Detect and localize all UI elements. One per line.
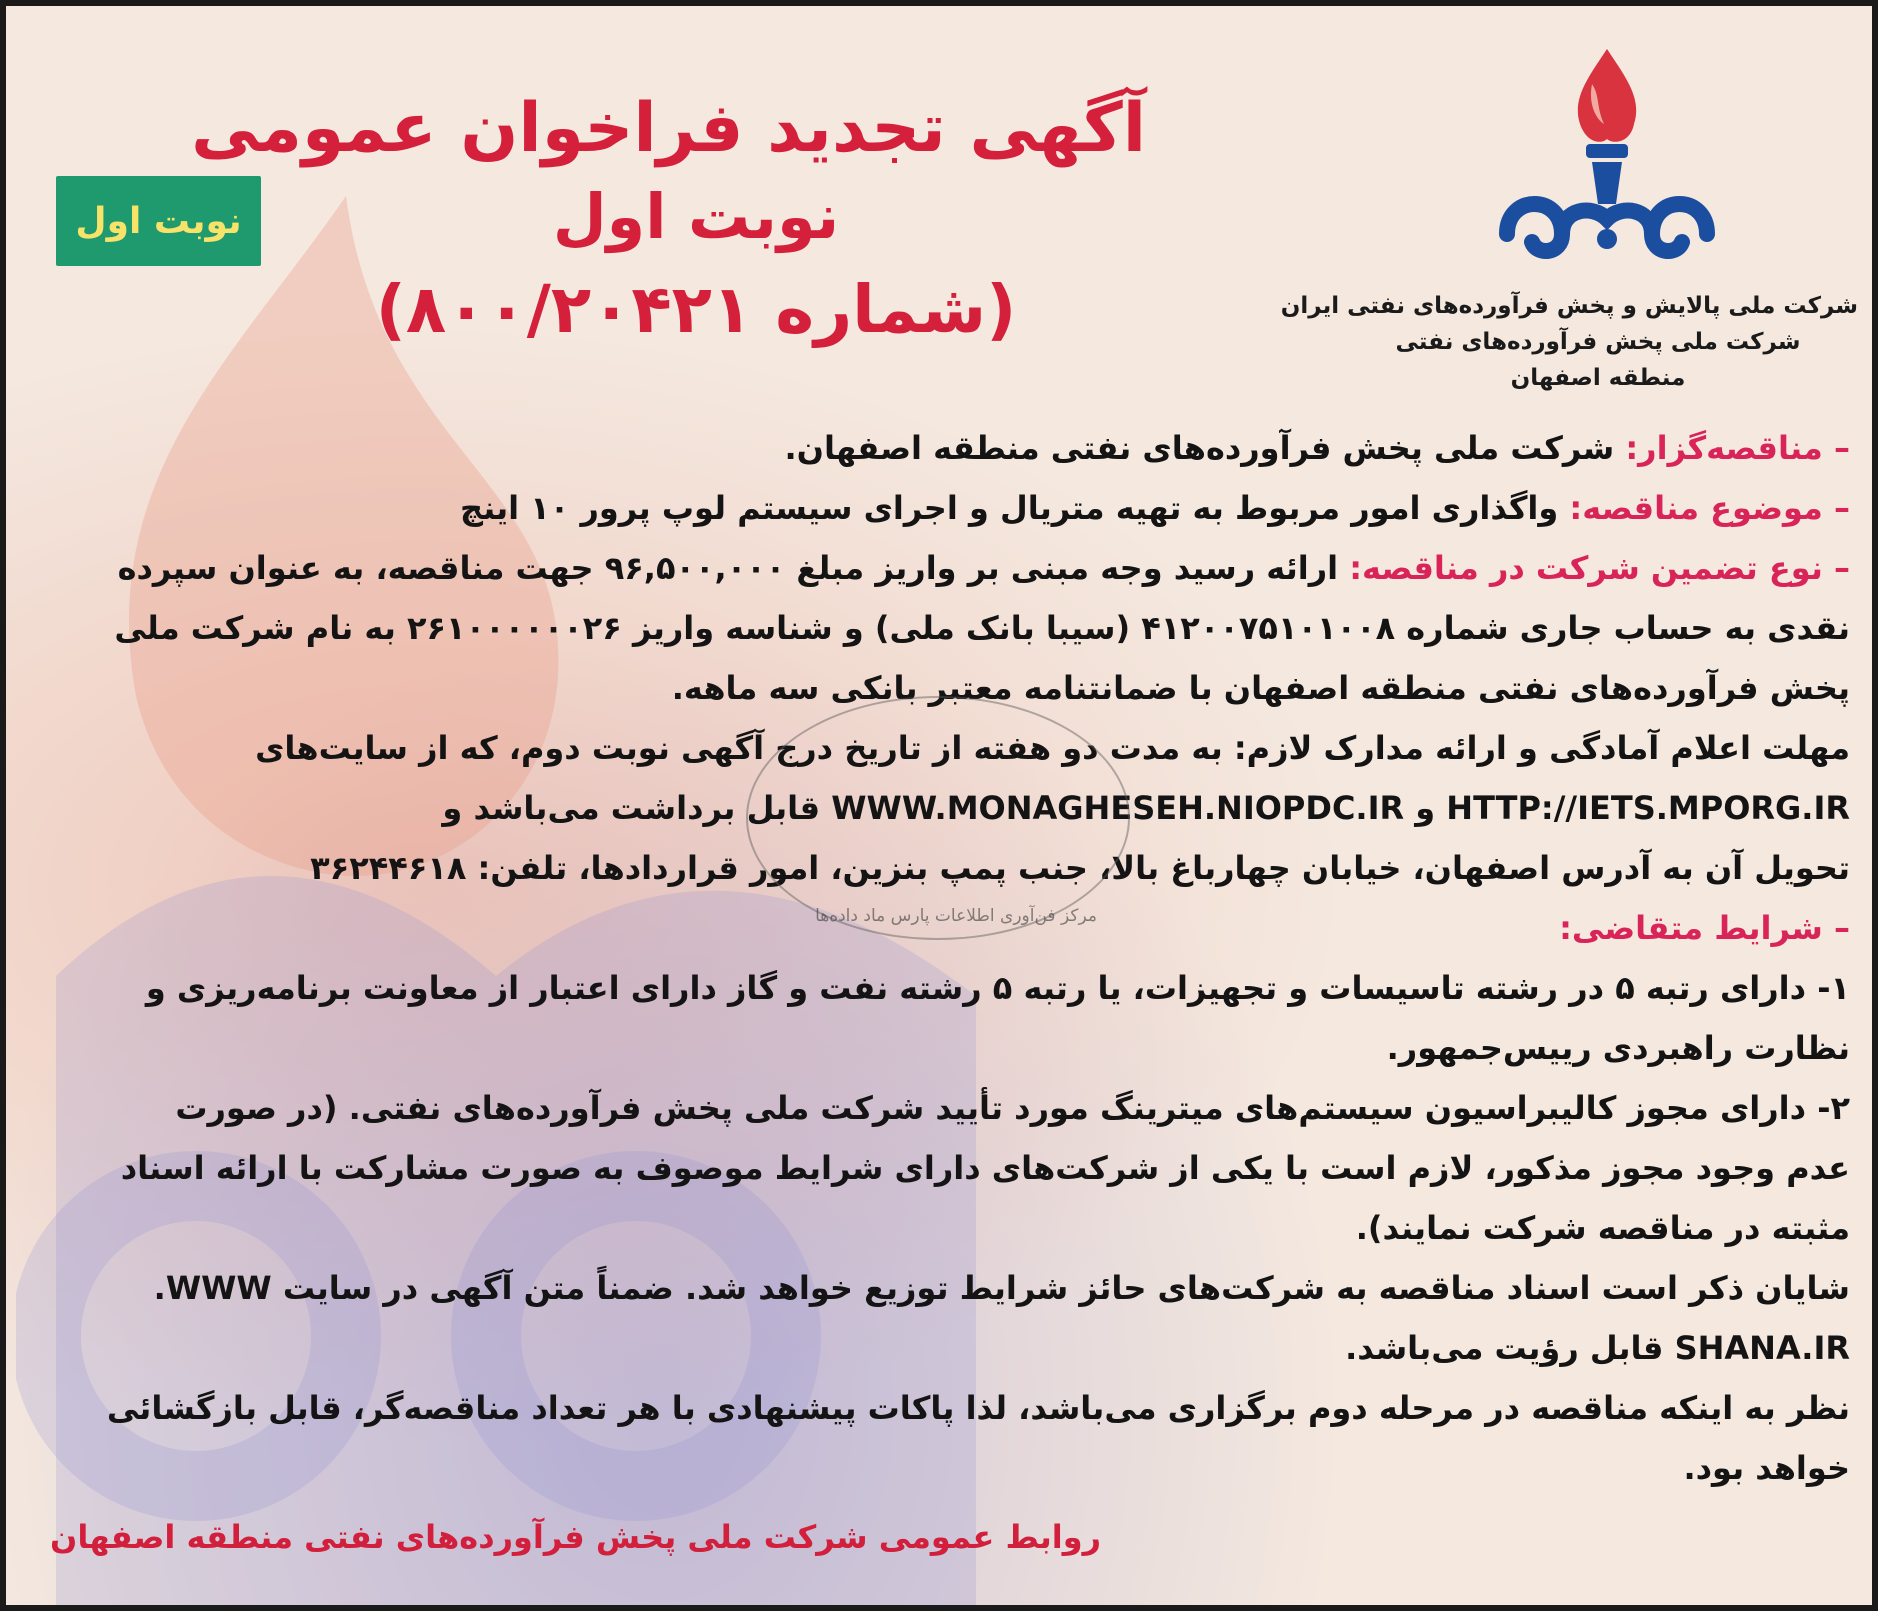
page-title: آگهی تجدید فراخوان عمومی — [191, 89, 1146, 168]
tenderer-value: شرکت ملی پخش فرآورده‌های نفتی منطقه اصفهان. — [784, 429, 1615, 467]
guarantee-line: – نوع تضمین شرکت در مناقصه: ارائه رسید وجه مبنی بر واریز مبلغ ۹۶,۵۰۰,۰۰۰ جهت مناقصه، به عنوان سپرده — [117, 549, 1850, 587]
note-2-line-2: خواهد بود. — [1683, 1449, 1850, 1487]
niopdc-logo-icon — [1492, 44, 1722, 264]
company-line-3: منطقه اصفهان — [1510, 365, 1686, 391]
seal-caption: مرکز فن‌آوری اطلاعات پارس ماد داده‌ها — [815, 906, 1097, 926]
conditions-heading: – شرایط متقاضی: — [1559, 909, 1850, 947]
subject-label: موضوع مناقصه: — [1569, 489, 1823, 527]
note-1-line-2: SHANA.IR قابل رؤیت می‌باشد. — [1345, 1329, 1850, 1367]
company-line-1: شرکت ملی پالایش و پخش فرآورده‌های نفتی ایران — [1280, 293, 1858, 319]
round-badge: نوبت اول — [56, 176, 261, 266]
title-round: نوبت اول — [552, 180, 840, 253]
deadline-line-3: تحویل آن به آدرس اصفهان، خیابان چهارباغ بالا، جنب پمپ بنزین، امور قراردادها، تلفن: ۳۶۲۴۴۶۱۸ — [310, 849, 1850, 887]
company-line-2: شرکت ملی پخش فرآورده‌های نفتی — [1395, 329, 1801, 355]
tenderer-label: مناقصه‌گزار: — [1625, 429, 1823, 467]
condition-1-line-2: نظارت راهبردی رییس‌جمهور. — [1386, 1029, 1850, 1067]
guarantee-label: نوع تضمین شرکت در مناقصه: — [1349, 549, 1823, 587]
deadline-line-1: مهلت اعلام آمادگی و ارائه مدارک لازم: به مدت دو هفته از تاریخ درج آگهی نوبت دوم، که از سایت‌های — [255, 729, 1850, 767]
title-block — [191, 86, 1146, 358]
guarantee-value: ارائه رسید وجه مبنی بر واریز مبلغ ۹۶,۵۰۰,۰۰۰ جهت مناقصه، به عنوان سپرده — [117, 549, 1339, 587]
url-monagheseh-link[interactable]: WWW.MONAGHESEH.NIOPDC.IR — [831, 789, 1405, 827]
subject-line: – موضوع مناقصه: واگذاری امور مربوط به تهیه متریال و اجرای سیستم لوپ پرور ۱۰ اینچ — [460, 489, 1850, 527]
footer-signature: روابط عمومی شرکت ملی پخش فرآورده‌های نفتی منطقه اصفهان — [50, 1518, 1101, 1556]
deadline-line-2 — [50, 778, 1850, 838]
condition-2-line-3: مثبته در مناقصه شرکت نمایند). — [1355, 1209, 1850, 1247]
guarantee-line-2: نقدی به حساب جاری شماره ۴۱۲۰۰۷۵۱۰۱۰۰۸ (سیبا بانک ملی) و شناسه واریز ۲۶۱۰۰۰۰۰۰۲۶ به نام شرکت ملی — [114, 609, 1850, 647]
note-1-line-1: شایان ذکر است اسناد مناقصه به شرکت‌های حائز شرایط توزیع خواهد شد. ضمناً متن آگهی در سایت WWW. — [153, 1269, 1850, 1307]
title-number: (شماره ۸۰۰/۲۰۴۲۱) — [375, 271, 1017, 348]
deadline-and: و — [1415, 789, 1436, 827]
condition-1-line-1: ۱- دارای رتبه ۵ در رشته تاسیسات و تجهیزات، یا رتبه ۵ رشته نفت و گاز دارای اعتبار از معاونت برنامه‌ریزی و — [145, 969, 1850, 1007]
tenderer-line: – مناقصه‌گزار: شرکت ملی پخش فرآورده‌های نفتی منطقه اصفهان. — [784, 429, 1850, 467]
deadline-line-2-tail: قابل برداشت می‌باشد و — [442, 789, 821, 827]
guarantee-line-3: پخش فرآورده‌های نفتی منطقه اصفهان با ضمانتنامه معتبر بانکی سه ماهه. — [671, 669, 1850, 707]
note-2-line-1: نظر به اینکه مناقصه در مرحله دوم برگزاری می‌باشد، لذا پاکات پیشنهادی با هر تعداد مناقصه‌گر، قابل بازگشائی — [106, 1389, 1850, 1427]
url-iets-link[interactable]: HTTP://IETS.MPORG.IR — [1446, 789, 1850, 827]
conditions-label: شرایط متقاضی: — [1559, 909, 1823, 947]
announcement-body — [50, 418, 1850, 1498]
subject-value: واگذاری امور مربوط به تهیه متریال و اجرای سیستم لوپ پرور ۱۰ اینچ — [460, 489, 1559, 527]
company-name-block — [1280, 288, 1858, 396]
condition-2-line-2: عدم وجود مجوز مذکور، لازم است با یکی از شرکت‌های دارای شرایط موصوف به صورت مشارکت با ارائه اسناد — [120, 1149, 1850, 1187]
condition-2-line-1: ۲- دارای مجوز کالیبراسیون سیستم‌های میترینگ مورد تأیید شرکت ملی پخش فرآورده‌های نفتی. (در صورت — [175, 1089, 1850, 1127]
